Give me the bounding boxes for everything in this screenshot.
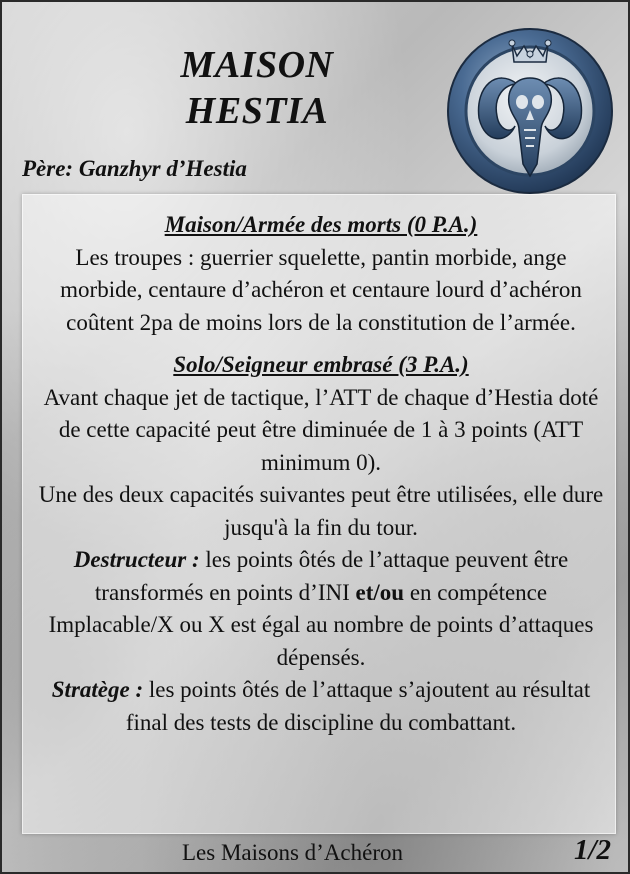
destructeur-and-or: et/ou [355,579,405,605]
title-line-1: MAISON [180,44,334,86]
section-1-body: Les troupes : guerrier squelette, pantin morbide, ange morbide, centaure d’achéron et centaure lourd d’achéron coûtent 2pa de moins lors de la constitution de l’armée. [60,244,582,335]
footer-label: Les Maisons d’Achéron [182,840,404,865]
father-line: Père: Ganzhyr d’Hestia [22,156,247,181]
destructeur-text-1: les points ôtés de l’attaque peuvent être transformés en points d’INI [94,547,569,605]
section-2-body-1: Avant chaque jet de tactique, l’ATT de chaque d’Hestia doté de cette capacité peut être diminuée de 1 à 3 points (ATT minimum 0). [43,384,599,475]
stratege-text: les points ôtés de l’attaque s’ajoutent au résultat final des tests de discipline du combattant. [125,677,591,735]
section-1-title: Maison/Armée des morts (0 P.A.) [164,212,478,237]
hestia-house-emblem-icon [445,26,615,196]
destructeur-text-2: en compétence Implacable/X ou X est égal au nombre de points d’attaques dépensés. [48,579,594,670]
section-2-body-2: Une des deux capacités suivantes peut être utilisées, elle dure jusqu'à la fin du tour. [38,482,604,540]
rules-text [37,209,605,739]
stratege-label: Stratège : [51,677,144,702]
destructeur-label: Destructeur : [73,547,200,572]
title-line-2: HESTIA [185,90,329,132]
card-title [132,42,382,134]
section-2-title: Solo/Seigneur embrasé (3 P.A.) [173,352,469,377]
destructeur-paragraph [37,544,605,674]
rules-panel [22,194,616,834]
page-number: 1/2 [574,834,612,866]
stratege-paragraph [37,674,605,739]
